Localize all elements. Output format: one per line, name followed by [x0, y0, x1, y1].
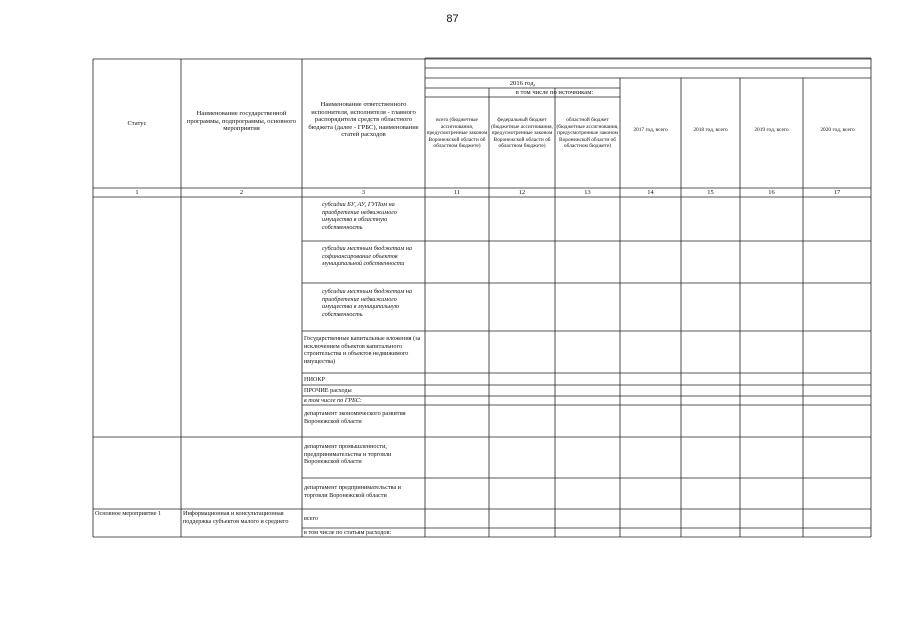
header-executor-name: Наименование ответственного исполнителя, исполнителя - главного распорядителя средств областного бюджета (далее - ГРБС), наименование статей расходов	[308, 101, 419, 139]
row-main-activity-total: всего	[304, 515, 318, 522]
row-subsidies-property: субсидии местным бюджетам на приобретение недвижимого имущества в муниципальную собственность	[322, 288, 413, 318]
column-number: 12	[518, 189, 526, 196]
column-number: 16	[768, 189, 775, 196]
column-number: 2	[239, 189, 244, 196]
column-number: 17	[833, 189, 841, 196]
row-niokr: НИОКР	[304, 376, 325, 383]
column-number: 3	[361, 189, 366, 196]
header-2017: 2017 год, всего	[633, 127, 668, 133]
page-number: 87	[446, 13, 459, 25]
row-dept-entrepreneurship: департамент предпринимательства и торговли Воронежской области	[304, 484, 401, 499]
header-status: Статус	[127, 120, 147, 127]
row-main-activity-name: Информационная и консультационная поддержка субъектов малого и среднего	[183, 510, 289, 525]
column-number: 15	[707, 189, 714, 196]
column-number: 1	[135, 189, 139, 196]
row-dept-industry: департамент промышленности, предпринимательства и торговли Воронежской области	[304, 443, 392, 466]
row-subsidies-bu: субсидии БУ, АУ, ГУПам на приобретение недвижимого имущества в областную собственность	[322, 201, 397, 231]
header-col-federal: федеральный бюджет (бюджетные ассигнования, предусмотренные законом Воронежской области об областном бюджете)	[491, 117, 553, 150]
column-number: 11	[453, 189, 461, 196]
header-2019: 2019 год, всего	[754, 127, 789, 133]
header-col-regional: областной бюджет (бюджетные ассигнования, предусмотренные законом Воронежской области об областном бюджете)	[556, 117, 619, 150]
row-main-activity-status: Основное мероприятие 1	[95, 510, 162, 517]
column-number: 13	[584, 189, 591, 196]
row-other-expenses: ПРОЧИЕ расходы	[304, 387, 352, 394]
header-2020: 2020 год, всего	[820, 127, 855, 133]
row-by-grbs: в том числе по ГРБС:	[304, 397, 362, 404]
column-number: 14	[647, 189, 654, 196]
row-dept-economic: департамент экономического развития Воронежской области	[304, 410, 406, 425]
row-subsidies-cofinancing: субсидии местным бюджетам на софинансирование объектов муниципальной собственности	[322, 245, 413, 268]
row-capital-investments: Государственные капитальные вложения (за исключением объектов капитального строительства и объектов недвижимого имущества)	[304, 335, 421, 365]
row-by-expense-items: в том числе по статьям расходов:	[304, 529, 392, 536]
header-program-name: Наименование государственной программы, подпрограммы, основного мероприятия	[186, 110, 297, 133]
header-year-2016: 2016 год,	[509, 80, 536, 87]
header-by-sources: в том числе по источникам:	[515, 89, 594, 96]
header-2018: 2018 год, всего	[693, 127, 728, 133]
header-col-total: всего (бюджетные ассигнования, предусмотренные законом Воронежской области об областном бюджете)	[426, 117, 488, 150]
